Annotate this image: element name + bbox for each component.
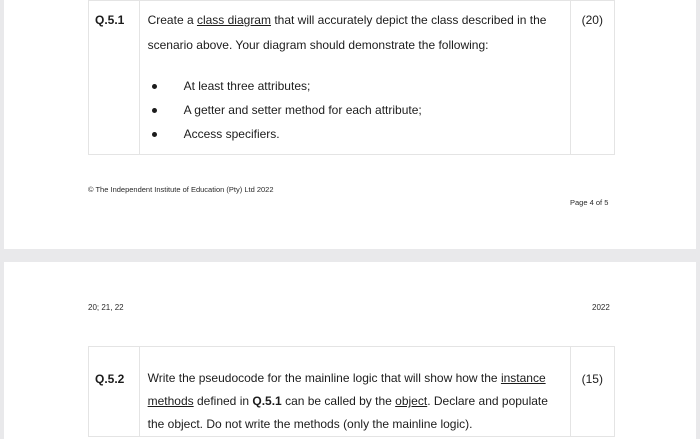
instance-methods-link[interactable]: instance methods	[147, 371, 546, 408]
question-reference: Q.5.1	[252, 394, 282, 408]
question-text: Write the pseudocode for the mainline logic that will show how the instance methods defined in Q.5.1 can be called by the object. Declare and populate the object. Do not write the methods (only the mainline logic).	[139, 347, 570, 437]
question-text	[139, 1, 570, 155]
question-number: Q.5.1	[89, 1, 140, 155]
list-item: At least three attributes;	[148, 74, 564, 98]
document-page-5	[4, 262, 696, 439]
question-5-1-table	[88, 0, 615, 155]
question-marks: (20)	[570, 1, 614, 155]
class-diagram-link[interactable]: class diagram	[196, 13, 271, 27]
list-item: A getter and setter method for each attribute;	[148, 98, 564, 122]
question-marks: (15)	[570, 347, 614, 437]
question-5-2-table	[88, 346, 615, 437]
copyright-notice: © The Independent Institute of Education (Pty) Ltd 2022	[88, 185, 274, 194]
document-page-4	[4, 0, 696, 249]
header-left-text: 20; 21, 22	[88, 303, 124, 312]
requirements-list	[148, 74, 564, 146]
question-prompt: Create a class diagram that will accurately depict the class described in the scenario above. Your diagram should demonstrate the following:	[147, 13, 547, 52]
object-link[interactable]: object	[395, 394, 428, 408]
page-number: Page 4 of 5	[570, 198, 609, 207]
header-year: 2022	[592, 303, 610, 312]
list-item: Access specifiers.	[148, 122, 564, 146]
question-number: Q.5.2	[89, 347, 140, 437]
